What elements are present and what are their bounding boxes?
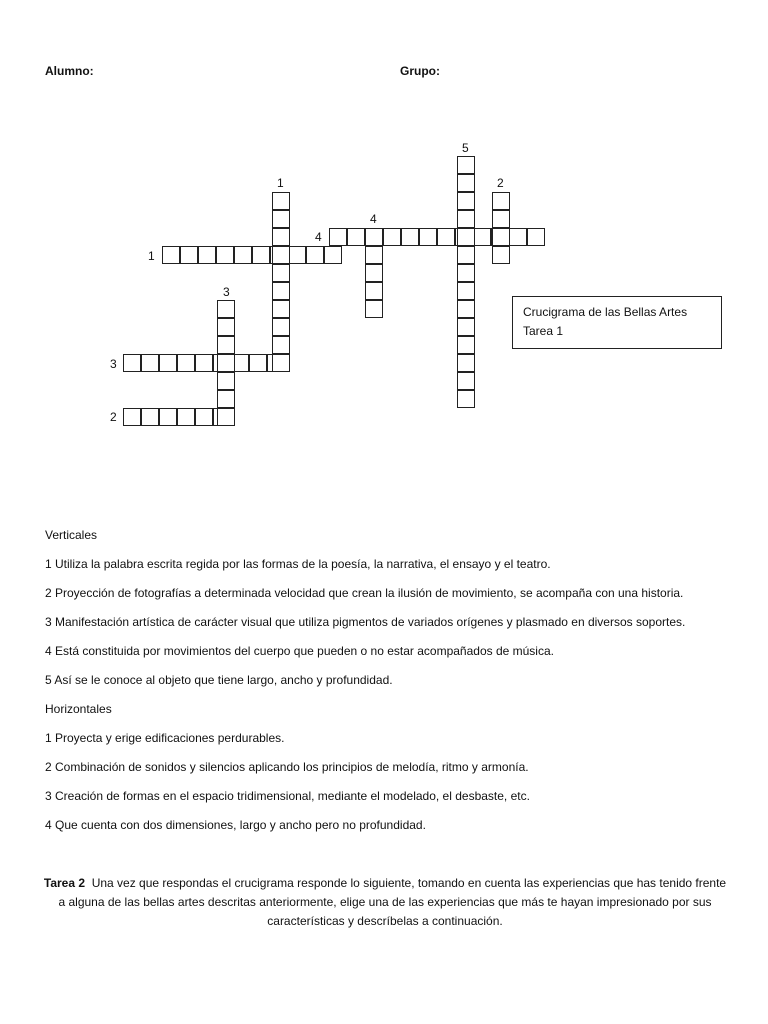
crossword-cell[interactable] [457, 264, 475, 282]
crossword-cell[interactable] [492, 246, 510, 264]
crossword-cell[interactable] [272, 300, 290, 318]
crossword-cell[interactable] [234, 246, 252, 264]
crossword-cell[interactable] [180, 246, 198, 264]
crossword-cell[interactable] [492, 192, 510, 210]
group-label: Grupo: [400, 64, 440, 78]
crossword-cell[interactable] [509, 228, 527, 246]
crossword-cell[interactable] [195, 408, 213, 426]
horizontal-clue-2: 2 Combinación de sonidos y silencios aplicando los principios de melodía, ritmo y armonía. [45, 760, 529, 774]
crossword-cell[interactable] [457, 210, 475, 228]
crossword-cell[interactable] [272, 228, 290, 246]
crossword-cell[interactable] [217, 408, 235, 426]
crossword-cell[interactable] [401, 228, 419, 246]
crossword-cell[interactable] [177, 408, 195, 426]
task2-label: Tarea 2 [43, 876, 86, 890]
crossword-cell[interactable] [492, 228, 510, 246]
crossword-cell[interactable] [217, 354, 235, 372]
crossword-cell[interactable] [383, 228, 401, 246]
crossword-title-box [512, 296, 722, 349]
vertical-clue-5: 5 Así se le conoce al objeto que tiene largo, ancho y profundidad. [45, 673, 393, 687]
clue-number-h3: 3 [110, 357, 117, 371]
crossword-cell[interactable] [365, 228, 383, 246]
crossword-cell[interactable] [123, 408, 141, 426]
crossword-cell[interactable] [457, 336, 475, 354]
crossword-cell[interactable] [365, 246, 383, 264]
crossword-cell[interactable] [123, 354, 141, 372]
crossword-cell[interactable] [457, 156, 475, 174]
crossword-cell[interactable] [162, 246, 180, 264]
crossword-cell[interactable] [177, 354, 195, 372]
vertical-clue-2: 2 Proyección de fotografías a determinada velocidad que crean la ilusión de movimiento, se acompaña con una historia. [45, 586, 684, 600]
vertical-clue-1: 1 Utiliza la palabra escrita regida por las formas de la poesía, la narrativa, el ensayo y el teatro. [45, 557, 551, 571]
crossword-cell[interactable] [217, 318, 235, 336]
crossword-cell[interactable] [217, 300, 235, 318]
crossword-cell[interactable] [457, 282, 475, 300]
horizontal-heading: Horizontales [45, 702, 112, 716]
crossword-cell[interactable] [457, 372, 475, 390]
crossword-cell[interactable] [306, 246, 324, 264]
task2-text: Una vez que respondas el crucigrama responde lo siguiente, tomando en cuenta las experiencias que has tenido frente a alguna de las bellas artes descritas anteriormente, elige una de las experiencias que más te hayan impresionado por sus características y descríbelas a continuación. [58, 876, 727, 928]
vertical-clue-4: 4 Está constituida por movimientos del cuerpo que pueden o no estar acompañados de música. [45, 644, 554, 658]
crossword-cell[interactable] [272, 264, 290, 282]
crossword-cell[interactable] [492, 210, 510, 228]
crossword-cell[interactable] [159, 408, 177, 426]
clue-number-v4: 4 [370, 212, 377, 226]
crossword-cell[interactable] [141, 408, 159, 426]
crossword-cell[interactable] [329, 228, 347, 246]
crossword-cell[interactable] [252, 246, 270, 264]
crossword-cell[interactable] [141, 354, 159, 372]
crossword-cell[interactable] [457, 228, 475, 246]
vertical-heading: Verticales [45, 528, 98, 542]
crossword-cell[interactable] [457, 300, 475, 318]
crossword-cell[interactable] [272, 246, 290, 264]
crossword-cell[interactable] [457, 174, 475, 192]
clue-number-h2: 2 [110, 410, 117, 424]
task-label: Tarea 1 [523, 324, 564, 338]
horizontal-clue-1: 1 Proyecta y erige edificaciones perdurables. [45, 731, 285, 745]
crossword-cell[interactable] [457, 192, 475, 210]
student-label: Alumno: [45, 64, 94, 78]
crossword-cell[interactable] [365, 300, 383, 318]
clue-number-v2: 2 [497, 176, 504, 190]
clue-number-h1: 1 [148, 249, 155, 263]
crossword-cell[interactable] [473, 228, 491, 246]
crossword-title: Crucigrama de las Bellas Artes [523, 305, 688, 319]
crossword-cell[interactable] [527, 228, 545, 246]
crossword-cell[interactable] [217, 372, 235, 390]
crossword-cell[interactable] [457, 318, 475, 336]
crossword-cell[interactable] [457, 246, 475, 264]
clues-section [45, 526, 745, 845]
crossword-cell[interactable] [272, 318, 290, 336]
crossword-cell[interactable] [159, 354, 177, 372]
crossword-cell[interactable] [365, 264, 383, 282]
crossword-cell[interactable] [272, 282, 290, 300]
crossword-cell[interactable] [457, 390, 475, 408]
horizontal-clue-4: 4 Que cuenta con dos dimensiones, largo y ancho pero no profundidad. [45, 818, 426, 832]
clue-number-v5: 5 [462, 141, 469, 155]
crossword-cell[interactable] [217, 336, 235, 354]
crossword-cell[interactable] [249, 354, 267, 372]
crossword-cell[interactable] [347, 228, 365, 246]
crossword-cell[interactable] [457, 354, 475, 372]
horizontal-clue-3: 3 Creación de formas en el espacio tridimensional, mediante el modelado, el desbaste, etc. [45, 789, 530, 803]
task2-paragraph [40, 874, 730, 931]
crossword-cell[interactable] [288, 246, 306, 264]
clue-number-v3: 3 [223, 285, 230, 299]
crossword-cell[interactable] [272, 354, 290, 372]
clue-number-v1: 1 [277, 176, 284, 190]
vertical-clue-3: 3 Manifestación artística de carácter visual que utiliza pigmentos de variados orígenes y plasmado en diversos soportes. [45, 615, 686, 629]
crossword-cell[interactable] [217, 390, 235, 408]
clue-number-h4: 4 [315, 230, 322, 244]
crossword-cell[interactable] [272, 336, 290, 354]
crossword-cell[interactable] [198, 246, 216, 264]
crossword-cell[interactable] [272, 192, 290, 210]
crossword-cell[interactable] [324, 246, 342, 264]
crossword-cell[interactable] [365, 282, 383, 300]
crossword-cell[interactable] [195, 354, 213, 372]
crossword-cell[interactable] [272, 210, 290, 228]
crossword-cell[interactable] [419, 228, 437, 246]
crossword-cell[interactable] [437, 228, 455, 246]
crossword-cell[interactable] [216, 246, 234, 264]
